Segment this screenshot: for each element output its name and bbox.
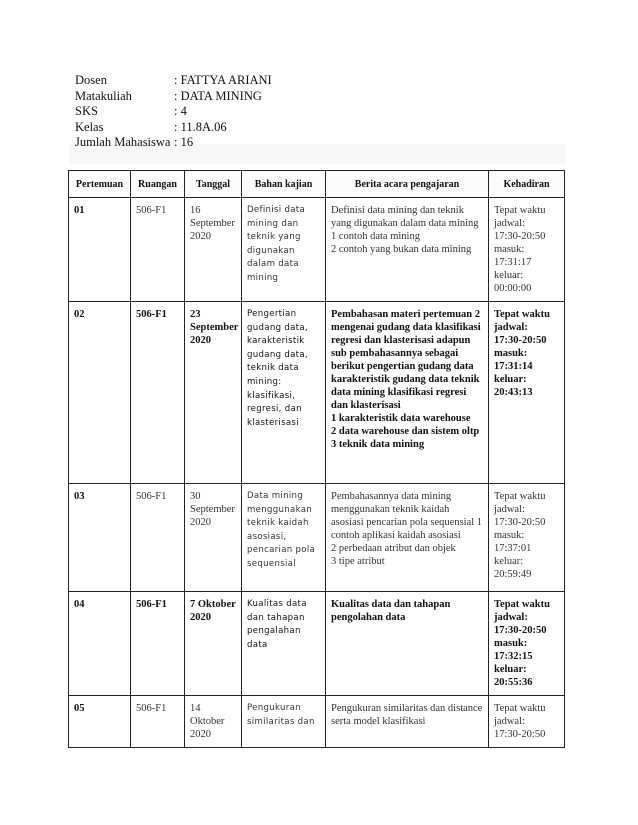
cell-pertemuan: 02 — [69, 302, 131, 484]
header-bahan-kajian: Bahan kajian — [242, 171, 326, 198]
cell-ruangan: 506-F1 — [131, 198, 185, 302]
info-label: Kelas — [75, 119, 104, 134]
table-row — [69, 302, 565, 484]
info-label: Matakuliah — [75, 88, 132, 103]
header-kehadiran: Kehadiran — [489, 171, 565, 198]
info-value: : 11.8A.06 — [174, 119, 227, 134]
info-row-kelas — [75, 120, 272, 136]
attendance-table — [68, 170, 565, 748]
info-label: Jumlah Mahasiswa — [75, 135, 171, 149]
table-header-row — [69, 171, 565, 198]
cell-bahan-kajian: Definisi data mining dan teknik yang digunakan dalam data mining — [242, 198, 326, 302]
info-row-jumlah-mahasiswa — [75, 135, 272, 151]
cell-pertemuan: 04 — [69, 592, 131, 696]
cell-bahan-kajian: Kualitas data dan tahapan pengalahan data — [242, 592, 326, 696]
info-row-sks — [75, 104, 272, 120]
cell-pertemuan: 01 — [69, 198, 131, 302]
cell-ruangan: 506-F1 — [131, 302, 185, 484]
info-label: SKS — [75, 104, 98, 118]
info-value: : 4 — [174, 104, 187, 118]
cell-berita-acara: Pengukuran similaritas dan distance serta model klasifikasi — [326, 696, 489, 748]
cell-bahan-kajian: Data mining menggunakan teknik kaidah asosiasi, pencarian pola sequensial — [242, 484, 326, 592]
cell-pertemuan: 05 — [69, 696, 131, 748]
info-value: : DATA MINING — [174, 88, 262, 103]
header-berita-acara: Berita acara pengajaran — [326, 171, 489, 198]
table-row — [69, 484, 565, 592]
cell-kehadiran: Tepat waktu jadwal: 17:30-20:50 — [489, 696, 565, 748]
cell-ruangan: 506-F1 — [131, 484, 185, 592]
cell-pertemuan: 03 — [69, 484, 131, 592]
info-row-matakuliah — [75, 89, 272, 105]
cell-tanggal: 7 Oktober 2020 — [185, 592, 242, 696]
info-label: Dosen — [75, 73, 107, 87]
info-row-dosen — [75, 73, 272, 89]
header-ruangan: Ruangan — [131, 171, 185, 198]
cell-kehadiran: Tepat waktu jadwal: 17:30-20:50 masuk: 17:32:15 keluar: 20:55:36 — [489, 592, 565, 696]
cell-bahan-kajian: Pengukuran similaritas dan — [242, 696, 326, 748]
cell-kehadiran: Tepat waktu jadwal: 17:30-20:50 masuk: 17:37:01 keluar: 20:59:49 — [489, 484, 565, 592]
cell-berita-acara: Definisi data mining dan teknik yang digunakan dalam data mining 1 contoh data mining 2 contoh yang bukan data mining — [326, 198, 489, 302]
table-row — [69, 592, 565, 696]
course-info — [75, 73, 272, 151]
cell-ruangan: 506-F1 — [131, 696, 185, 748]
cell-berita-acara: Pembahasan materi pertemuan 2 mengenai gudang data klasifikasi regresi dan klasterisasi adapun sub pembahasannya sebagai berikut pengertian gudang data karakteristik gudang data teknik data mining klasifikasi regresi dan klasterisasi 1 karakteristik data warehouse 2 data warehouse dan sistem oltp 3 teknik data mining — [326, 302, 489, 484]
cell-tanggal: 23 September 2020 — [185, 302, 242, 484]
info-value: : 16 — [174, 135, 194, 149]
table-row — [69, 198, 565, 302]
cell-berita-acara: Pembahasannya data mining menggunakan teknik kaidah asosiasi pencarian pola sequensial 1 contoh aplikasi kaidah asosiasi 2 perbedaan atribut dan objek 3 tipe atribut — [326, 484, 489, 592]
info-value: : FATTYA ARIANI — [174, 73, 272, 87]
header-tanggal: Tanggal — [185, 171, 242, 198]
table-row — [69, 696, 565, 748]
cell-tanggal: 14 Oktober 2020 — [185, 696, 242, 748]
cell-ruangan: 506-F1 — [131, 592, 185, 696]
cell-kehadiran: Tepat waktu jadwal: 17:30-20:50 masuk: 17:31:17 keluar: 00:00:00 — [489, 198, 565, 302]
cell-tanggal: 30 September 2020 — [185, 484, 242, 592]
cell-kehadiran: Tepat waktu jadwal: 17:30-20:50 masuk: 17:31:14 keluar: 20:43:13 — [489, 302, 565, 484]
cell-tanggal: 16 September 2020 — [185, 198, 242, 302]
cell-berita-acara: Kualitas data dan tahapan pengolahan data — [326, 592, 489, 696]
cell-bahan-kajian: Pengertian gudang data, karakteristik gudang data, teknik data mining: klasifikasi, regresi, dan klasterisasi — [242, 302, 326, 484]
header-pertemuan: Pertemuan — [69, 171, 131, 198]
